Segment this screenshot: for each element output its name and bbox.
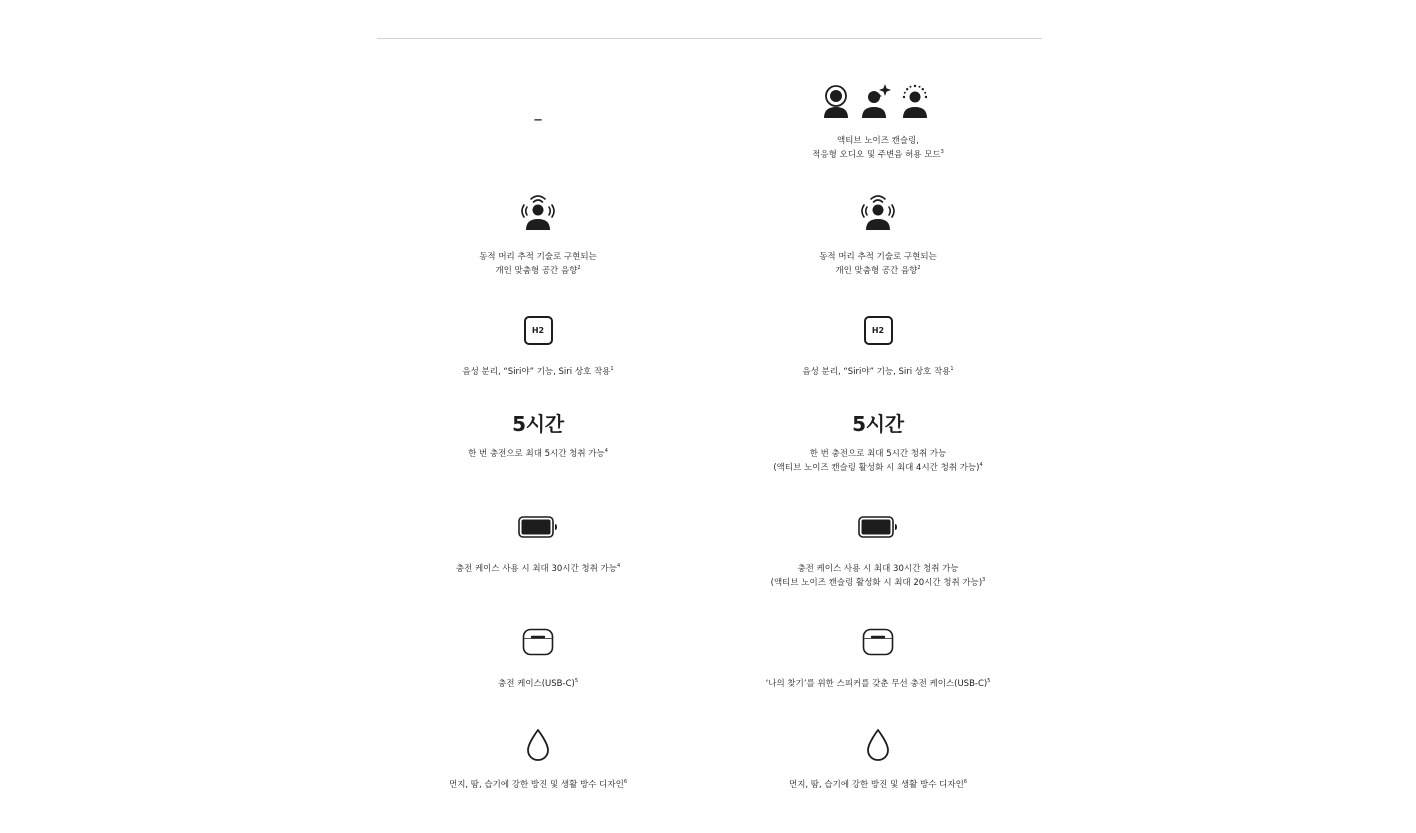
anc-not-available: – <box>533 109 543 130</box>
spatial-audio-caption: 동적 머리 추적 기술로 구현되는 개인 맞춤형 공간 음향$^2$ <box>479 252 597 276</box>
water-caption: 먼지, 땀, 습기에 강한 방진 및 생활 방수 디자인$^6$ <box>448 779 627 790</box>
h2-chip-caption: 음성 분리, “Siri야” 기능, Siri 상호 작용$^1$ <box>802 366 954 377</box>
listening-time-value: 5시간 <box>852 412 904 436</box>
anc-caption: 액티브 노이즈 캔슬링, 적응형 오디오 및 주변음 허용 모드$^3$ <box>812 136 944 160</box>
case-battery-caption: 충전 케이스 사용 시 최대 30시간 청취 가능$^4$ <box>455 563 621 574</box>
water-drop-icon <box>368 728 708 762</box>
listening-time-value: 5시간 <box>512 412 564 436</box>
spatial-audio-icon <box>368 192 708 232</box>
spatial-audio-caption: 동적 머리 추적 기술로 구현되는 개인 맞춤형 공간 음향$^2$ <box>819 252 937 276</box>
water-drop-icon <box>708 728 1048 762</box>
compare-column-left <box>368 0 708 833</box>
water-caption: 먼지, 땀, 습기에 강한 방진 및 생활 방수 디자인$^6$ <box>788 779 967 790</box>
h2-chip-icon <box>708 316 1048 345</box>
h2-chip-icon <box>368 316 708 345</box>
charging-case-icon <box>368 628 708 656</box>
h2-chip-label: H2 <box>864 316 893 345</box>
anc-icons-group <box>708 83 1048 119</box>
compare-column-right <box>708 0 1048 833</box>
charging-case-icon <box>708 628 1048 656</box>
listening-time-caption: 한 번 충전으로 최대 5시간 청취 가능 (액티브 노이즈 캔슬링 활성화 시 최대 4시간 청취 가능)$^4$ <box>773 449 983 473</box>
battery-icon <box>708 515 1048 539</box>
listening-time-caption: 한 번 충전으로 최대 5시간 청취 가능$^4$ <box>468 448 608 459</box>
h2-chip-label: H2 <box>524 316 553 345</box>
active-noise-cancellation-icon <box>822 83 934 119</box>
spatial-audio-icon <box>708 192 1048 232</box>
battery-icon <box>368 515 708 539</box>
case-battery-caption: 충전 케이스 사용 시 최대 30시간 청취 가능 (액티브 노이즈 캔슬링 활성화 시 최대 20시간 청취 가능)$^3$ <box>770 564 986 588</box>
case-caption: 충전 케이스$(USB-C)^5$ <box>497 678 579 689</box>
case-caption: ‘나의 찾기’를 위한 스피커를 갖춘 무선 충전 케이스$(USB-C)^5$ <box>765 678 991 689</box>
h2-chip-caption: 음성 분리, “Siri야” 기능, Siri 상호 작용$^1$ <box>462 366 614 377</box>
